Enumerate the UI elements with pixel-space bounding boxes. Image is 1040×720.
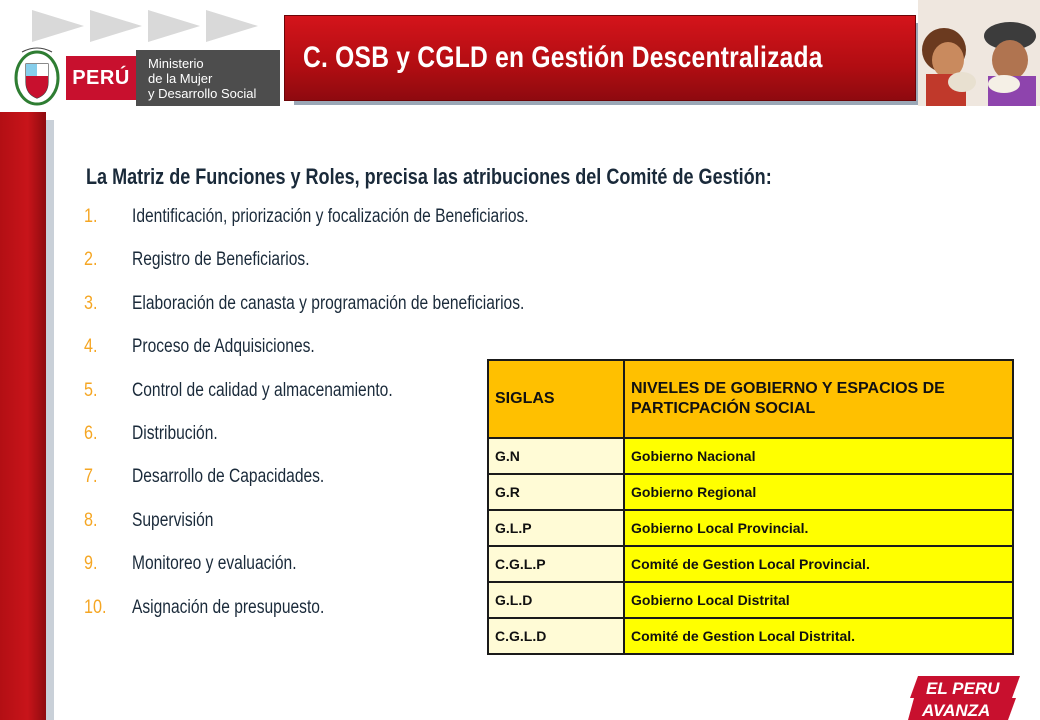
left-accent-bar-edge [46,120,54,720]
list-text: Identificación, priorización y focalización de Beneficiarios. [132,206,529,227]
ministry-logo [14,46,280,108]
list-number: 2. [84,249,98,271]
cell-nivel: Gobierno Nacional [624,438,1013,474]
cell-nivel: Gobierno Local Provincial. [624,510,1013,546]
cell-sigla: G.L.D [488,582,624,618]
list-number: 7. [84,466,98,488]
header-siglas: SIGLAS [488,360,624,438]
list-text: Elaboración de canasta y programación de beneficiarios. [132,292,525,314]
cell-nivel: Gobierno Local Distrital [624,582,1013,618]
table-row [488,474,1013,510]
list-number: 8. [84,509,98,531]
cell-sigla: G.R [488,474,624,510]
cell-sigla: G.N [488,438,624,474]
list-number: 10. [84,596,107,618]
peru-brand [66,56,136,100]
list-number: 4. [84,336,98,358]
cell-nivel: Gobierno Regional [624,474,1013,510]
list-text: Supervisión [132,509,214,531]
logo-line1: EL PERU [926,679,1000,698]
table-row [488,546,1013,582]
cell-nivel: Comité de Gestion Local Provincial. [624,546,1013,582]
cell-nivel: Comité de Gestion Local Distrital. [624,618,1013,654]
list-text: Desarrollo de Capacidades. [132,466,325,488]
logo-line2: AVANZA [922,701,991,720]
header-niveles: NIVELES DE GOBIERNO Y ESPACIOS DE PARTICPACIÓN SOCIAL [624,360,1013,438]
coat-of-arms-icon [14,46,60,108]
list-text: Proceso de Adquisiciones. [132,336,315,358]
left-accent-bar [0,112,46,720]
government-levels-table [487,359,1014,655]
section-heading: La Matriz de Funciones y Roles, precisa las atribuciones del Comité de Gestión: [86,164,772,189]
header-arrows [32,8,262,44]
cell-sigla: C.G.L.D [488,618,624,654]
cell-sigla: G.L.P [488,510,624,546]
table-header-row [488,360,1013,438]
list-number: 6. [84,422,98,444]
list-text: Control de calidad y almacenamiento. [132,379,393,401]
title-box [284,15,916,101]
children-photo [918,0,1040,106]
table-row [488,582,1013,618]
el-peru-avanza-logo [908,676,1020,720]
list-text: Monitoreo y evaluación. [132,553,297,575]
table-row [488,510,1013,546]
title-banner [284,15,920,107]
ministry-line: de la Mujer [148,71,213,86]
table-row [488,618,1013,654]
list-text: Distribución. [132,422,218,444]
list-number: 3. [84,292,98,314]
list-number: 1. [84,206,98,227]
ministry-name [136,50,280,106]
ministry-line: y Desarrollo Social [148,86,257,101]
peru-label: PERÚ [72,66,130,89]
list-number: 5. [84,379,98,401]
list-text: Registro de Beneficiarios. [132,249,310,271]
table-row [488,438,1013,474]
list-number: 9. [84,553,98,575]
page-title: C. OSB y CGLD en Gestión Descentralizada [303,41,823,74]
ministry-line: Ministerio [148,56,204,71]
list-text: Asignación de presupuesto. [132,596,325,618]
cell-sigla: C.G.L.P [488,546,624,582]
